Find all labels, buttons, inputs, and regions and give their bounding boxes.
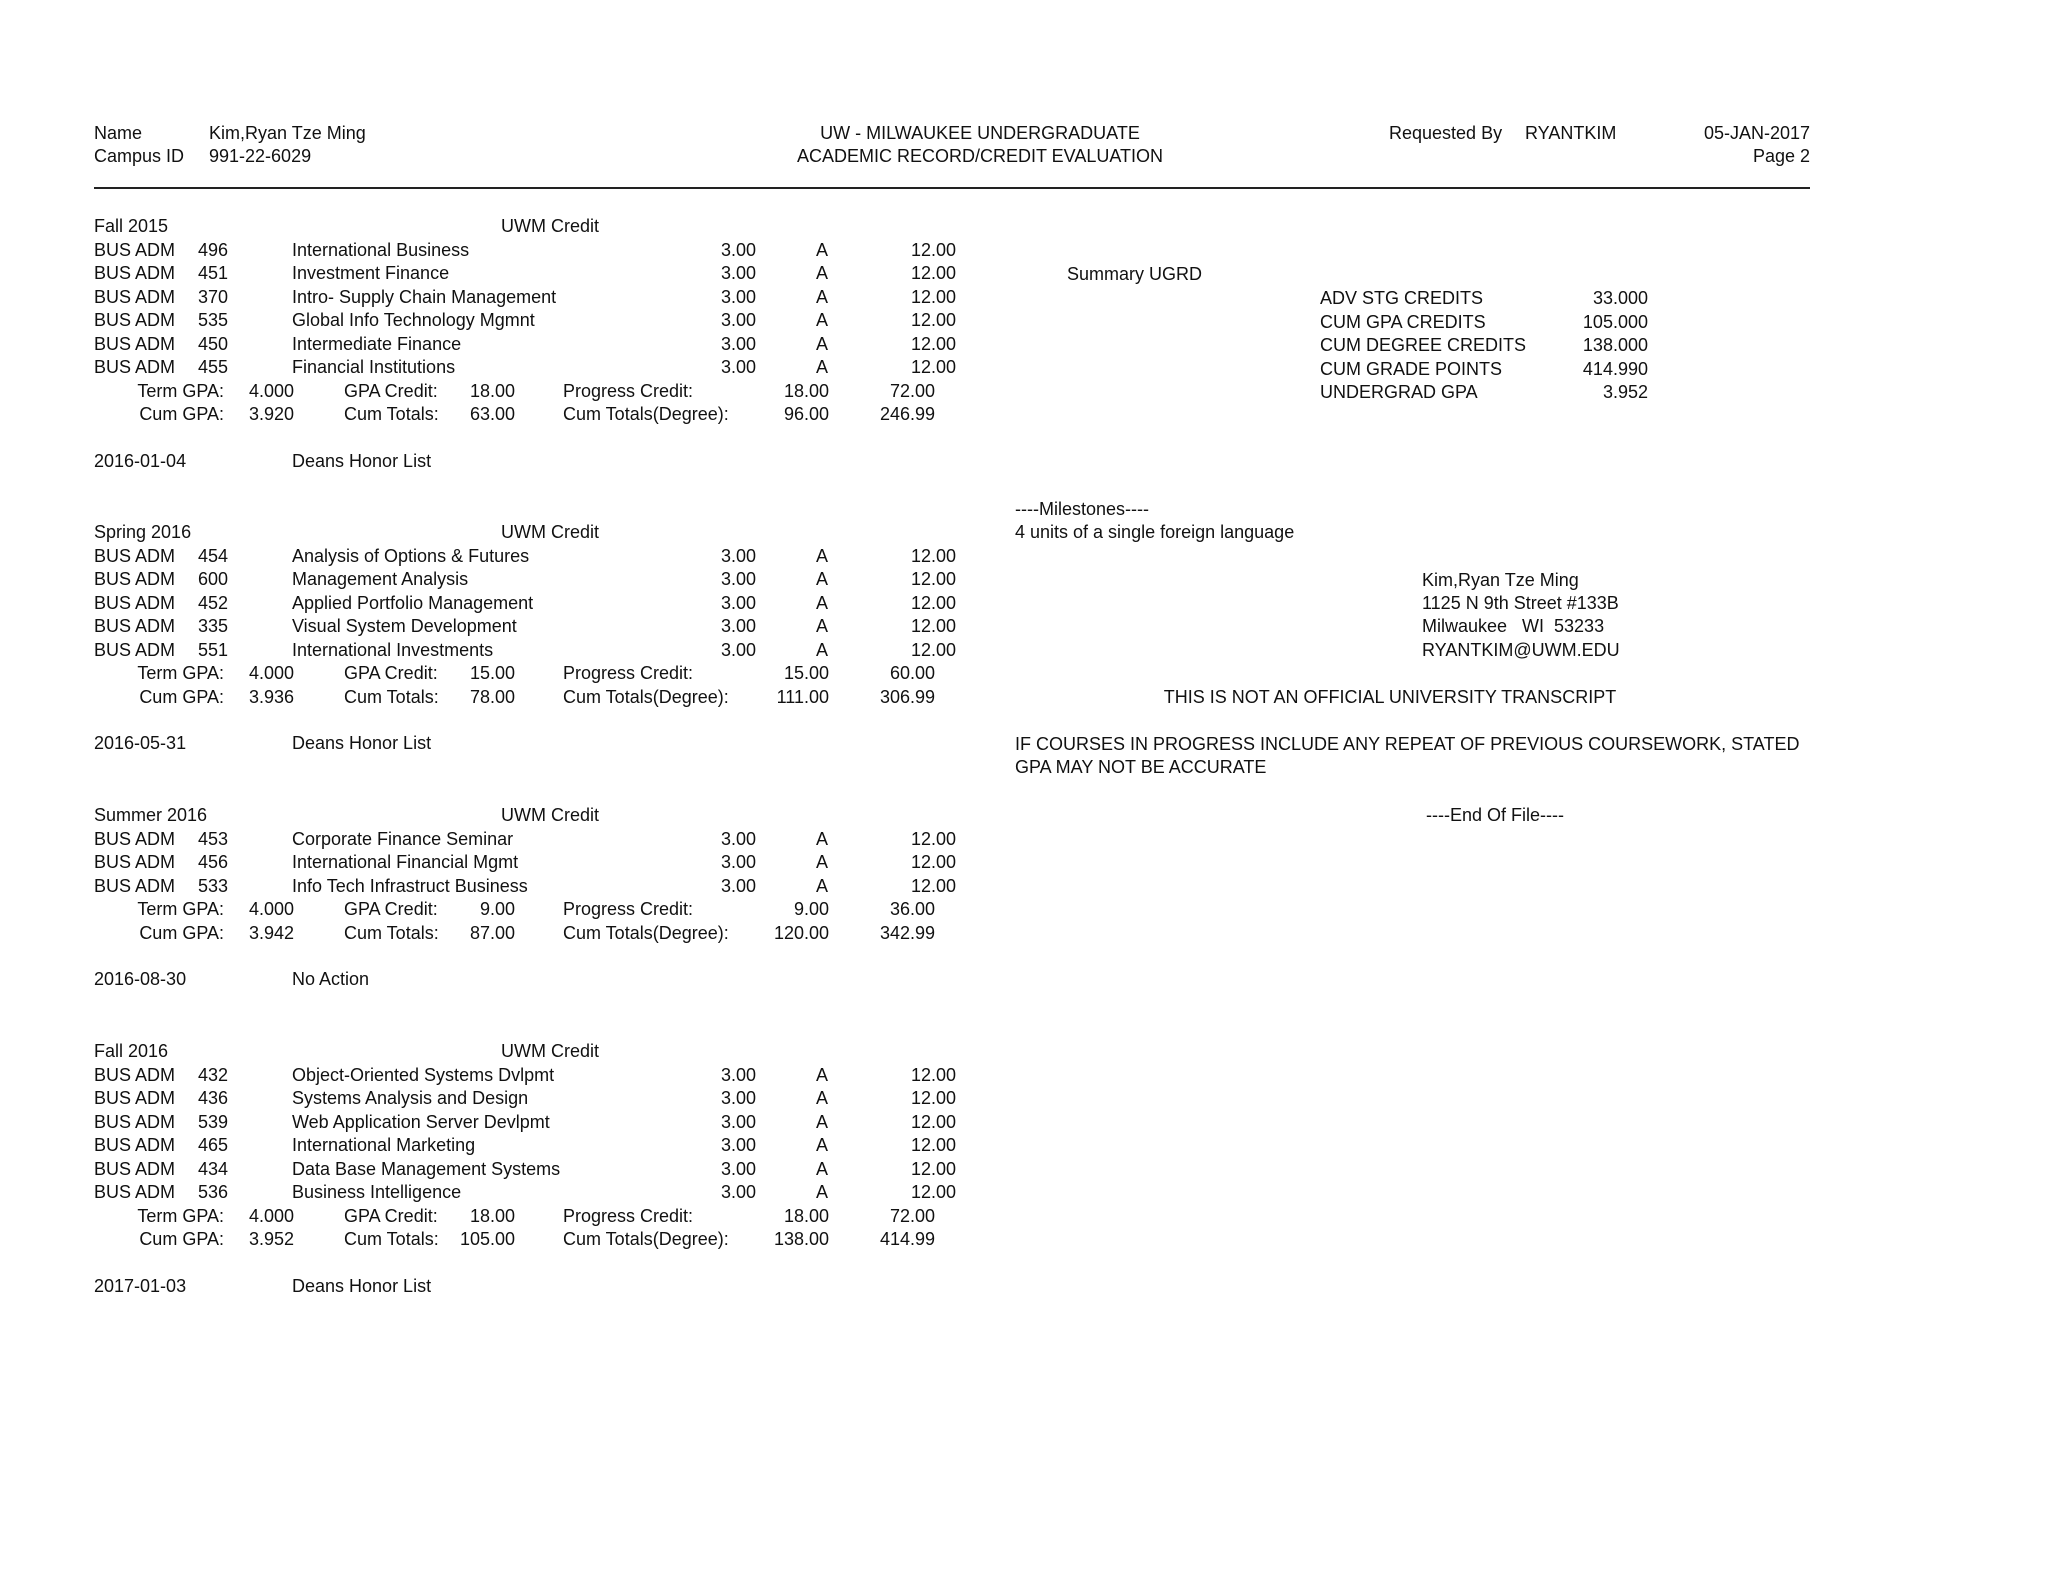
course-title: Corporate Finance Seminar [292,828,514,849]
course-title: Global Info Technology Mgmnt [292,310,535,330]
report-date: 05-JAN-2017 [1703,123,1810,143]
cum-totals-degree-label: Cum Totals(Degree): [563,1229,729,1249]
progress-credit-value: 18.00 [783,380,829,401]
gpa-credit-label: GPA Credit: [344,1205,438,1226]
course-points: 12.00 [910,1135,956,1155]
course-units: 3.00 [720,545,756,566]
course-number: 452 [198,592,229,613]
course-grade: A [815,1158,828,1179]
course-grade: A [815,616,828,636]
term-gpa-label: Term GPA: [137,663,224,683]
course-points: 12.00 [910,569,956,589]
term-gpa-label: Term GPA: [137,380,224,401]
course-units: 3.00 [720,333,756,354]
term-points-value: 36.00 [889,899,935,919]
course-points: 12.00 [910,263,956,283]
cum-gpa-label: Cum GPA: [139,404,224,424]
milestones-header: ----Milestones---- [1015,499,1149,519]
course-grade: A [815,852,828,872]
course-units: 3.00 [720,1111,756,1132]
summary-value: 105.000 [1582,311,1648,332]
course-number: 465 [198,1135,229,1155]
course-number: 533 [198,875,229,896]
term-gpa-value: 4.000 [249,663,295,683]
course-units: 3.00 [720,286,756,307]
course-points: 12.00 [910,852,956,872]
course-subject: BUS ADM [94,310,176,330]
course-points: 12.00 [910,875,956,896]
course-subject: BUS ADM [94,1064,176,1085]
summary-value: 414.990 [1582,358,1648,379]
summary-label: CUM GPA CREDITS [1320,311,1486,332]
course-points: 12.00 [910,1088,956,1108]
course-grade: A [815,639,828,660]
course-subject: BUS ADM [94,1135,176,1155]
cum-points-value: 342.99 [879,922,935,943]
course-number: 370 [198,286,229,307]
course-number: 432 [198,1064,229,1085]
campus-id-value: 991-22-6029 [209,146,312,166]
course-grade: A [815,239,828,260]
action-status: Deans Honor List [292,1275,432,1296]
course-units: 3.00 [720,1088,756,1108]
course-points: 12.00 [910,1064,956,1085]
course-units: 3.00 [720,875,756,896]
course-grade: A [815,1064,828,1085]
course-subject: BUS ADM [94,852,176,872]
action-date: 2016-01-04 [94,450,187,471]
progress-credit-label: Progress Credit: [563,1205,694,1226]
cum-degree-value: 96.00 [783,404,829,424]
course-number: 535 [198,310,229,330]
course-number: 434 [198,1158,229,1179]
course-units: 3.00 [720,357,756,377]
course-subject: BUS ADM [94,357,176,377]
term-gpa-label: Term GPA: [137,899,224,919]
gpa-credit-value: 18.00 [469,1205,515,1226]
summary-value: 138.000 [1582,335,1648,355]
course-units: 3.00 [720,639,756,660]
course-points: 12.00 [910,239,956,260]
course-number: 455 [198,357,229,377]
cum-totals-degree-label: Cum Totals(Degree): [563,686,729,707]
credit-type: UWM Credit [501,522,599,542]
repeat-warning-line1: IF COURSES IN PROGRESS INCLUDE ANY REPEAT OF PREVIOUS COURSEWORK, STATED [1015,734,1800,754]
cum-totals-label: Cum Totals: [344,686,439,707]
course-grade: A [815,592,828,613]
cum-totals-label: Cum Totals: [344,922,439,943]
term-points-value: 72.00 [889,380,935,401]
report-title: ACADEMIC RECORD/CREDIT EVALUATION [796,146,1164,166]
course-subject: BUS ADM [94,286,176,307]
course-points: 12.00 [910,286,956,307]
gpa-credit-label: GPA Credit: [344,663,438,683]
summary-label: CUM GRADE POINTS [1320,358,1503,379]
cum-points-value: 246.99 [879,404,935,424]
summary-label: CUM DEGREE CREDITS [1320,335,1527,355]
course-units: 3.00 [720,310,756,330]
action-date: 2016-08-30 [94,969,187,989]
term-gpa-value: 4.000 [249,899,295,919]
credit-type: UWM Credit [501,1041,599,1061]
course-grade: A [815,875,828,896]
course-units: 3.00 [720,1158,756,1179]
milestone-item: 4 units of a single foreign language [1015,522,1295,542]
summary-label: UNDERGRAD GPA [1320,382,1478,402]
course-title: International Marketing [292,1135,476,1155]
course-subject: BUS ADM [94,828,176,849]
cum-totals-label: Cum Totals: [344,1229,439,1249]
course-subject: BUS ADM [94,333,176,354]
course-title: Investment Finance [292,263,450,283]
course-title: Info Tech Infrastruct Business [292,875,528,896]
course-grade: A [815,310,828,330]
cum-totals-value: 87.00 [469,922,515,943]
course-points: 12.00 [910,639,956,660]
course-points: 12.00 [910,333,956,354]
gpa-credit-value: 18.00 [469,380,515,401]
cum-gpa-value: 3.942 [249,922,295,943]
cum-totals-label: Cum Totals: [344,404,439,424]
cum-totals-degree-label: Cum Totals(Degree): [563,922,729,943]
course-subject: BUS ADM [94,569,176,589]
action-status: Deans Honor List [292,450,432,471]
course-grade: A [815,357,828,377]
term-points-value: 60.00 [889,663,935,683]
course-units: 3.00 [720,1135,756,1155]
course-points: 12.00 [910,592,956,613]
course-points: 12.00 [910,310,956,330]
course-units: 3.00 [720,263,756,283]
course-points: 12.00 [910,545,956,566]
gpa-credit-value: 9.00 [479,899,515,919]
address-email: RYANTKIM@UWM.EDU [1422,640,1620,660]
term-points-value: 72.00 [889,1205,935,1226]
credit-type: UWM Credit [501,805,599,825]
course-number: 436 [198,1088,229,1108]
course-points: 12.00 [910,828,956,849]
course-title: Intermediate Finance [292,333,462,354]
term-gpa-value: 4.000 [249,380,295,401]
course-title: International Business [292,239,470,260]
course-title: Financial Institutions [292,357,456,377]
cum-gpa-value: 3.920 [249,404,295,424]
credit-type: UWM Credit [501,216,599,236]
course-units: 3.00 [720,569,756,589]
course-title: International Investments [292,639,494,660]
course-grade: A [815,1182,828,1202]
cum-totals-degree-label: Cum Totals(Degree): [563,404,729,424]
course-subject: BUS ADM [94,1182,176,1202]
action-status: No Action [292,969,370,989]
progress-credit-value: 15.00 [783,663,829,683]
requested-by-value: RYANTKIM [1525,123,1617,143]
cum-gpa-label: Cum GPA: [139,922,224,943]
cum-degree-value: 138.00 [773,1229,829,1249]
course-title: Data Base Management Systems [292,1158,561,1179]
course-grade: A [815,1111,828,1132]
course-number: 539 [198,1111,229,1132]
course-subject: BUS ADM [94,639,176,660]
term-name: Spring 2016 [94,522,192,542]
course-grade: A [815,1088,828,1108]
institution-title: UW - MILWAUKEE UNDERGRADUATE [820,123,1140,143]
course-number: 551 [198,639,229,660]
progress-credit-label: Progress Credit: [563,380,694,401]
course-units: 3.00 [720,852,756,872]
cum-points-value: 414.99 [879,1229,935,1249]
course-points: 12.00 [910,357,956,377]
course-points: 12.00 [910,616,956,636]
course-title: Web Application Server Devlpmt [292,1111,550,1132]
progress-credit-value: 18.00 [783,1205,829,1226]
cum-points-value: 306.99 [879,686,935,707]
gpa-credit-value: 15.00 [469,663,515,683]
course-grade: A [815,569,828,589]
action-date: 2017-01-03 [94,1275,187,1296]
progress-credit-label: Progress Credit: [563,663,694,683]
name-label: Name [94,123,143,143]
gpa-credit-label: GPA Credit: [344,380,438,401]
course-units: 3.00 [720,828,756,849]
course-points: 12.00 [910,1182,956,1202]
course-grade: A [815,286,828,307]
course-number: 450 [198,333,229,354]
course-title: Applied Portfolio Management [292,592,534,613]
cum-totals-value: 63.00 [469,404,515,424]
course-grade: A [815,263,828,283]
action-date: 2016-05-31 [94,733,187,753]
course-number: 451 [198,263,229,283]
course-title: Business Intelligence [292,1182,462,1202]
course-subject: BUS ADM [94,592,176,613]
course-title: Management Analysis [292,569,469,589]
summary-label: ADV STG CREDITS [1320,288,1484,308]
term-name: Fall 2016 [94,1041,169,1061]
course-subject: BUS ADM [94,263,176,283]
term-name: Summer 2016 [94,805,208,825]
course-number: 536 [198,1182,229,1202]
course-grade: A [815,828,828,849]
progress-credit-value: 9.00 [793,899,829,919]
course-title: International Financial Mgmt [292,852,519,872]
course-number: 335 [198,616,229,636]
term-gpa-label: Term GPA: [137,1205,224,1226]
summary-value: 33.000 [1592,288,1648,308]
course-grade: A [815,333,828,354]
course-grade: A [815,545,828,566]
term-name: Fall 2015 [94,216,169,236]
course-title: Intro- Supply Chain Management [292,286,557,307]
campus-id-label: Campus ID [94,146,185,166]
address-city: Milwaukee WI 53233 [1422,616,1605,636]
address-street: 1125 N 9th Street #133B [1422,593,1619,613]
gpa-credit-label: GPA Credit: [344,899,438,919]
end-of-file: ----End Of File---- [1426,805,1564,825]
course-subject: BUS ADM [94,239,176,260]
course-units: 3.00 [720,1064,756,1085]
course-subject: BUS ADM [94,545,176,566]
course-units: 3.00 [720,1182,756,1202]
course-points: 12.00 [910,1111,956,1132]
repeat-warning-line2: GPA MAY NOT BE ACCURATE [1015,757,1267,777]
cum-totals-value: 78.00 [469,686,515,707]
course-subject: BUS ADM [94,616,176,636]
course-number: 496 [198,239,229,260]
requested-by-label: Requested By [1389,123,1503,143]
summary-title: Summary UGRD [1067,264,1203,284]
summary-value: 3.952 [1602,382,1648,402]
progress-credit-label: Progress Credit: [563,899,694,919]
course-title: Visual System Development [292,616,517,636]
course-units: 3.00 [720,592,756,613]
course-number: 454 [198,545,229,566]
unofficial-notice: THIS IS NOT AN OFFICIAL UNIVERSITY TRANSCRIPT [1163,687,1617,707]
address-name: Kim,Ryan Tze Ming [1422,570,1579,590]
cum-gpa-value: 3.936 [249,686,295,707]
cum-totals-value: 105.00 [459,1229,515,1249]
course-number: 600 [198,569,229,589]
cum-gpa-value: 3.952 [249,1229,295,1249]
course-subject: BUS ADM [94,1158,176,1179]
course-number: 453 [198,828,229,849]
cum-gpa-label: Cum GPA: [139,1229,224,1249]
course-title: Object-Oriented Systems Dvlpmt [292,1064,555,1085]
cum-degree-value: 120.00 [773,922,829,943]
course-units: 3.00 [720,616,756,636]
course-subject: BUS ADM [94,1088,176,1108]
term-gpa-value: 4.000 [249,1205,295,1226]
cum-degree-value: 111.00 [776,686,829,707]
course-number: 456 [198,852,229,872]
student-name: Kim,Ryan Tze Ming [209,123,366,143]
course-points: 12.00 [910,1158,956,1179]
cum-gpa-label: Cum GPA: [139,686,224,707]
course-title: Systems Analysis and Design [292,1088,529,1108]
course-units: 3.00 [720,239,756,260]
course-grade: A [815,1135,828,1155]
course-subject: BUS ADM [94,875,176,896]
course-title: Analysis of Options & Futures [292,545,530,566]
course-subject: BUS ADM [94,1111,176,1132]
header-divider [94,187,1810,189]
action-status: Deans Honor List [292,733,432,753]
page-number: Page 2 [1752,146,1810,166]
